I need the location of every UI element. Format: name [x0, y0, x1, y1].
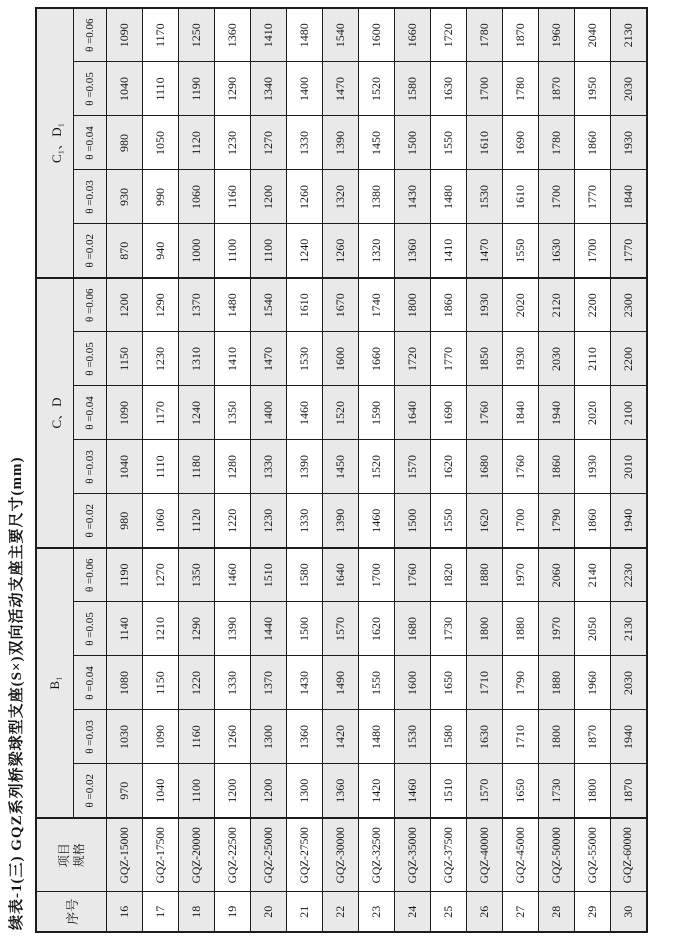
value-cell: 1710 [503, 710, 539, 764]
value-cell: 1230 [215, 116, 251, 170]
value-cell: 1300 [287, 764, 323, 818]
value-cell: 1570 [323, 602, 359, 656]
bearing-dimension-table [35, 7, 648, 933]
spec-name-cell: GQZ-22500 [215, 818, 251, 892]
value-cell: 1790 [539, 494, 575, 548]
row-index-cell: 18 [179, 892, 215, 932]
value-cell: 1860 [575, 116, 611, 170]
value-cell: 1200 [251, 764, 287, 818]
value-cell: 1960 [539, 8, 575, 62]
group-header-row [36, 8, 74, 932]
value-cell: 2030 [611, 62, 647, 116]
value-cell: 1390 [215, 602, 251, 656]
value-cell: 1800 [539, 710, 575, 764]
value-cell: 1770 [575, 170, 611, 224]
value-cell: 1880 [503, 602, 539, 656]
theta-header: θ =0.05 [74, 62, 107, 116]
value-cell: 1090 [107, 8, 143, 62]
value-cell: 1550 [359, 656, 395, 710]
value-cell: 1500 [287, 602, 323, 656]
spec-name-cell: GQZ-20000 [179, 818, 215, 892]
value-cell: 1360 [395, 224, 431, 278]
value-cell: 1440 [251, 602, 287, 656]
value-cell: 990 [143, 170, 179, 224]
row-index-cell: 22 [323, 892, 359, 932]
value-cell: 1510 [431, 764, 467, 818]
value-cell: 2200 [611, 332, 647, 386]
value-cell: 1530 [287, 332, 323, 386]
value-cell: 1690 [503, 116, 539, 170]
value-cell: 1620 [467, 494, 503, 548]
value-cell: 1000 [179, 224, 215, 278]
value-cell: 2200 [575, 278, 611, 332]
value-cell: 2130 [611, 8, 647, 62]
value-cell: 1770 [431, 332, 467, 386]
spec-column-header-line2: 规格 [71, 843, 86, 868]
value-cell: 1210 [143, 602, 179, 656]
value-cell: 1300 [251, 710, 287, 764]
group-header-c1d1: C₁、D₁ [36, 8, 74, 278]
value-cell: 1670 [323, 278, 359, 332]
value-cell: 1870 [503, 8, 539, 62]
table-row [431, 8, 467, 932]
value-cell: 2140 [575, 548, 611, 602]
value-cell: 1700 [359, 548, 395, 602]
value-cell: 1030 [107, 710, 143, 764]
table-row [611, 8, 647, 932]
row-index-cell: 26 [467, 892, 503, 932]
table-row [107, 8, 143, 932]
value-cell: 1160 [179, 710, 215, 764]
value-cell: 2030 [611, 656, 647, 710]
row-index-cell: 27 [503, 892, 539, 932]
value-cell: 1870 [611, 764, 647, 818]
value-cell: 2040 [575, 8, 611, 62]
value-cell: 1510 [251, 548, 287, 602]
spec-name-cell: GQZ-35000 [395, 818, 431, 892]
value-cell: 1120 [179, 116, 215, 170]
value-cell: 1350 [215, 386, 251, 440]
value-cell: 1820 [431, 548, 467, 602]
value-cell: 1740 [359, 278, 395, 332]
value-cell: 2130 [611, 602, 647, 656]
value-cell: 1150 [143, 656, 179, 710]
value-cell: 1600 [395, 656, 431, 710]
value-cell: 1770 [611, 224, 647, 278]
value-cell: 1460 [215, 548, 251, 602]
table-row [179, 8, 215, 932]
value-cell: 1340 [251, 62, 287, 116]
row-index-cell: 28 [539, 892, 575, 932]
value-cell: 1480 [215, 278, 251, 332]
value-cell: 1250 [179, 8, 215, 62]
value-cell: 1420 [359, 764, 395, 818]
value-cell: 1110 [143, 62, 179, 116]
value-cell: 1700 [539, 170, 575, 224]
value-cell: 1190 [107, 548, 143, 602]
theta-header: θ =0.06 [74, 548, 107, 602]
value-cell: 1360 [215, 8, 251, 62]
value-cell: 1400 [251, 386, 287, 440]
value-cell: 1930 [467, 278, 503, 332]
value-cell: 1850 [467, 332, 503, 386]
table-row [323, 8, 359, 932]
spec-name-cell: GQZ-37500 [431, 818, 467, 892]
value-cell: 1090 [107, 386, 143, 440]
value-cell: 1470 [251, 332, 287, 386]
value-cell: 1460 [395, 764, 431, 818]
value-cell: 1880 [539, 656, 575, 710]
value-cell: 1490 [323, 656, 359, 710]
value-cell: 1620 [431, 440, 467, 494]
value-cell: 1660 [359, 332, 395, 386]
table-row [143, 8, 179, 932]
value-cell: 1590 [359, 386, 395, 440]
value-cell: 1930 [611, 116, 647, 170]
value-cell: 1410 [431, 224, 467, 278]
spec-name-cell: GQZ-60000 [611, 818, 647, 892]
value-cell: 1450 [359, 116, 395, 170]
value-cell: 1940 [539, 386, 575, 440]
theta-header: θ =0.05 [74, 602, 107, 656]
value-cell: 1680 [395, 602, 431, 656]
value-cell: 1330 [215, 656, 251, 710]
value-cell: 1650 [503, 764, 539, 818]
value-cell: 1430 [287, 656, 323, 710]
table-row [287, 8, 323, 932]
value-cell: 1360 [287, 710, 323, 764]
theta-header: θ =0.05 [74, 332, 107, 386]
table-row [359, 8, 395, 932]
spec-column-header [36, 818, 107, 892]
value-cell: 2010 [611, 440, 647, 494]
value-cell: 1940 [611, 494, 647, 548]
row-index-cell: 16 [107, 892, 143, 932]
table-body [107, 8, 647, 932]
theta-header: θ =0.03 [74, 170, 107, 224]
value-cell: 980 [107, 494, 143, 548]
value-cell: 1220 [179, 656, 215, 710]
theta-header: θ =0.02 [74, 224, 107, 278]
value-cell: 1240 [179, 386, 215, 440]
table-header [36, 8, 107, 932]
value-cell: 1520 [323, 386, 359, 440]
value-cell: 1370 [179, 278, 215, 332]
theta-header: θ =0.04 [74, 116, 107, 170]
value-cell: 1330 [251, 440, 287, 494]
value-cell: 1870 [539, 62, 575, 116]
value-cell: 1200 [215, 764, 251, 818]
value-cell: 1700 [503, 494, 539, 548]
spec-name-cell: GQZ-30000 [323, 818, 359, 892]
table-row [215, 8, 251, 932]
row-index-cell: 20 [251, 892, 287, 932]
value-cell: 1120 [179, 494, 215, 548]
table-row [395, 8, 431, 932]
value-cell: 1930 [503, 332, 539, 386]
value-cell: 1500 [395, 494, 431, 548]
row-index-cell: 19 [215, 892, 251, 932]
spec-name-cell: GQZ-40000 [467, 818, 503, 892]
value-cell: 980 [107, 116, 143, 170]
theta-header: θ =0.02 [74, 764, 107, 818]
value-cell: 1540 [251, 278, 287, 332]
value-cell: 1580 [431, 710, 467, 764]
value-cell: 1290 [179, 602, 215, 656]
value-cell: 1720 [395, 332, 431, 386]
value-cell: 1610 [503, 170, 539, 224]
value-cell: 1170 [143, 386, 179, 440]
value-cell: 2100 [611, 386, 647, 440]
value-cell: 1780 [503, 62, 539, 116]
value-cell: 1160 [215, 170, 251, 224]
spec-name-cell: GQZ-17500 [143, 818, 179, 892]
value-cell: 1060 [179, 170, 215, 224]
value-cell: 1040 [107, 62, 143, 116]
value-cell: 1400 [287, 62, 323, 116]
value-cell: 1150 [107, 332, 143, 386]
value-cell: 1230 [251, 494, 287, 548]
value-cell: 1970 [539, 602, 575, 656]
value-cell: 1170 [143, 8, 179, 62]
spec-name-cell: GQZ-45000 [503, 818, 539, 892]
value-cell: 1600 [323, 332, 359, 386]
value-cell: 1720 [431, 8, 467, 62]
row-index-cell: 21 [287, 892, 323, 932]
theta-header: θ =0.03 [74, 440, 107, 494]
value-cell: 1860 [539, 440, 575, 494]
value-cell: 970 [107, 764, 143, 818]
row-index-cell: 23 [359, 892, 395, 932]
theta-header-row [74, 8, 107, 932]
value-cell: 1960 [575, 656, 611, 710]
value-cell: 1390 [323, 116, 359, 170]
table-row [575, 8, 611, 932]
value-cell: 1040 [107, 440, 143, 494]
value-cell: 1970 [503, 548, 539, 602]
value-cell: 1730 [431, 602, 467, 656]
value-cell: 1870 [575, 710, 611, 764]
table-row [539, 8, 575, 932]
value-cell: 1790 [503, 656, 539, 710]
value-cell: 1040 [143, 764, 179, 818]
value-cell: 1520 [359, 440, 395, 494]
value-cell: 1290 [215, 62, 251, 116]
value-cell: 1390 [287, 440, 323, 494]
value-cell: 1880 [467, 548, 503, 602]
theta-header: θ =0.06 [74, 8, 107, 62]
theta-header: θ =0.06 [74, 278, 107, 332]
table-row [503, 8, 539, 932]
value-cell: 1320 [323, 170, 359, 224]
value-cell: 1050 [143, 116, 179, 170]
value-cell: 1710 [467, 656, 503, 710]
value-cell: 2110 [575, 332, 611, 386]
spec-name-cell: GQZ-15000 [107, 818, 143, 892]
value-cell: 1410 [215, 332, 251, 386]
value-cell: 1090 [143, 710, 179, 764]
value-cell: 1730 [539, 764, 575, 818]
value-cell: 1200 [251, 170, 287, 224]
value-cell: 1380 [359, 170, 395, 224]
index-column-header: 序号 [36, 892, 107, 932]
value-cell: 1310 [179, 332, 215, 386]
value-cell: 1660 [395, 8, 431, 62]
value-cell: 1270 [143, 548, 179, 602]
table-title: 续表-1(三) GQZ系列桥梁球型支座(S×)双向活动支座主要尺寸(mm) [9, 456, 25, 930]
value-cell: 2020 [575, 386, 611, 440]
table-row [467, 8, 503, 932]
value-cell: 1950 [575, 62, 611, 116]
value-cell: 1480 [359, 710, 395, 764]
value-cell: 1060 [143, 494, 179, 548]
value-cell: 1480 [431, 170, 467, 224]
value-cell: 1200 [107, 278, 143, 332]
value-cell: 1260 [287, 170, 323, 224]
value-cell: 2030 [539, 332, 575, 386]
spec-column-header-line1: 项目 [56, 843, 71, 868]
value-cell: 1610 [287, 278, 323, 332]
row-index-cell: 25 [431, 892, 467, 932]
value-cell: 1760 [467, 386, 503, 440]
value-cell: 1940 [611, 710, 647, 764]
spec-name-cell: GQZ-27500 [287, 818, 323, 892]
value-cell: 1800 [467, 602, 503, 656]
value-cell: 1240 [287, 224, 323, 278]
value-cell: 1390 [323, 494, 359, 548]
value-cell: 2120 [539, 278, 575, 332]
value-cell: 1320 [359, 224, 395, 278]
value-cell: 1570 [395, 440, 431, 494]
value-cell: 1180 [179, 440, 215, 494]
group-header-cd: C、D [36, 278, 74, 548]
value-cell: 1630 [467, 710, 503, 764]
value-cell: 1840 [611, 170, 647, 224]
group-header-b1: B₁ [36, 548, 74, 818]
value-cell: 1260 [323, 224, 359, 278]
value-cell: 1220 [215, 494, 251, 548]
value-cell: 1430 [395, 170, 431, 224]
spec-name-cell: GQZ-50000 [539, 818, 575, 892]
value-cell: 1630 [431, 62, 467, 116]
value-cell: 1470 [323, 62, 359, 116]
value-cell: 1480 [287, 8, 323, 62]
value-cell: 1410 [251, 8, 287, 62]
value-cell: 1470 [467, 224, 503, 278]
value-cell: 1860 [431, 278, 467, 332]
theta-header: θ =0.02 [74, 494, 107, 548]
value-cell: 1620 [359, 602, 395, 656]
value-cell: 1100 [179, 764, 215, 818]
theta-header: θ =0.03 [74, 710, 107, 764]
value-cell: 1780 [539, 116, 575, 170]
value-cell: 1520 [359, 62, 395, 116]
value-cell: 1190 [179, 62, 215, 116]
value-cell: 1450 [323, 440, 359, 494]
value-cell: 1610 [467, 116, 503, 170]
value-cell: 2060 [539, 548, 575, 602]
value-cell: 1800 [575, 764, 611, 818]
value-cell: 2230 [611, 548, 647, 602]
row-index-cell: 17 [143, 892, 179, 932]
value-cell: 1580 [287, 548, 323, 602]
value-cell: 2050 [575, 602, 611, 656]
value-cell: 1350 [179, 548, 215, 602]
value-cell: 1530 [395, 710, 431, 764]
theta-header: θ =0.04 [74, 386, 107, 440]
value-cell: 1700 [575, 224, 611, 278]
value-cell: 870 [107, 224, 143, 278]
value-cell: 1330 [287, 494, 323, 548]
value-cell: 2020 [503, 278, 539, 332]
value-cell: 1570 [467, 764, 503, 818]
table-row [251, 8, 287, 932]
value-cell: 1550 [503, 224, 539, 278]
value-cell: 1140 [107, 602, 143, 656]
value-cell: 940 [143, 224, 179, 278]
value-cell: 1110 [143, 440, 179, 494]
value-cell: 1860 [575, 494, 611, 548]
value-cell: 1370 [251, 656, 287, 710]
value-cell: 1760 [395, 548, 431, 602]
theta-header: θ =0.04 [74, 656, 107, 710]
value-cell: 1840 [503, 386, 539, 440]
value-cell: 1780 [467, 8, 503, 62]
value-cell: 1500 [395, 116, 431, 170]
value-cell: 1640 [323, 548, 359, 602]
row-index-cell: 24 [395, 892, 431, 932]
value-cell: 1580 [395, 62, 431, 116]
value-cell: 1230 [143, 332, 179, 386]
value-cell: 1550 [431, 116, 467, 170]
value-cell: 1640 [395, 386, 431, 440]
spec-name-cell: GQZ-55000 [575, 818, 611, 892]
value-cell: 930 [107, 170, 143, 224]
value-cell: 1460 [359, 494, 395, 548]
value-cell: 1540 [323, 8, 359, 62]
value-cell: 1100 [251, 224, 287, 278]
value-cell: 1330 [287, 116, 323, 170]
value-cell: 1680 [467, 440, 503, 494]
value-cell: 1650 [431, 656, 467, 710]
value-cell: 1260 [215, 710, 251, 764]
spec-name-cell: GQZ-32500 [359, 818, 395, 892]
value-cell: 1550 [431, 494, 467, 548]
value-cell: 1530 [467, 170, 503, 224]
value-cell: 1930 [575, 440, 611, 494]
value-cell: 1760 [503, 440, 539, 494]
value-cell: 1270 [251, 116, 287, 170]
spec-name-cell: GQZ-25000 [251, 818, 287, 892]
value-cell: 1800 [395, 278, 431, 332]
value-cell: 1360 [323, 764, 359, 818]
row-index-cell: 30 [611, 892, 647, 932]
value-cell: 1100 [215, 224, 251, 278]
value-cell: 1080 [107, 656, 143, 710]
value-cell: 1700 [467, 62, 503, 116]
value-cell: 2300 [611, 278, 647, 332]
value-cell: 1630 [539, 224, 575, 278]
value-cell: 1690 [431, 386, 467, 440]
value-cell: 1290 [143, 278, 179, 332]
value-cell: 1600 [359, 8, 395, 62]
value-cell: 1280 [215, 440, 251, 494]
value-cell: 1460 [287, 386, 323, 440]
row-index-cell: 29 [575, 892, 611, 932]
value-cell: 1420 [323, 710, 359, 764]
